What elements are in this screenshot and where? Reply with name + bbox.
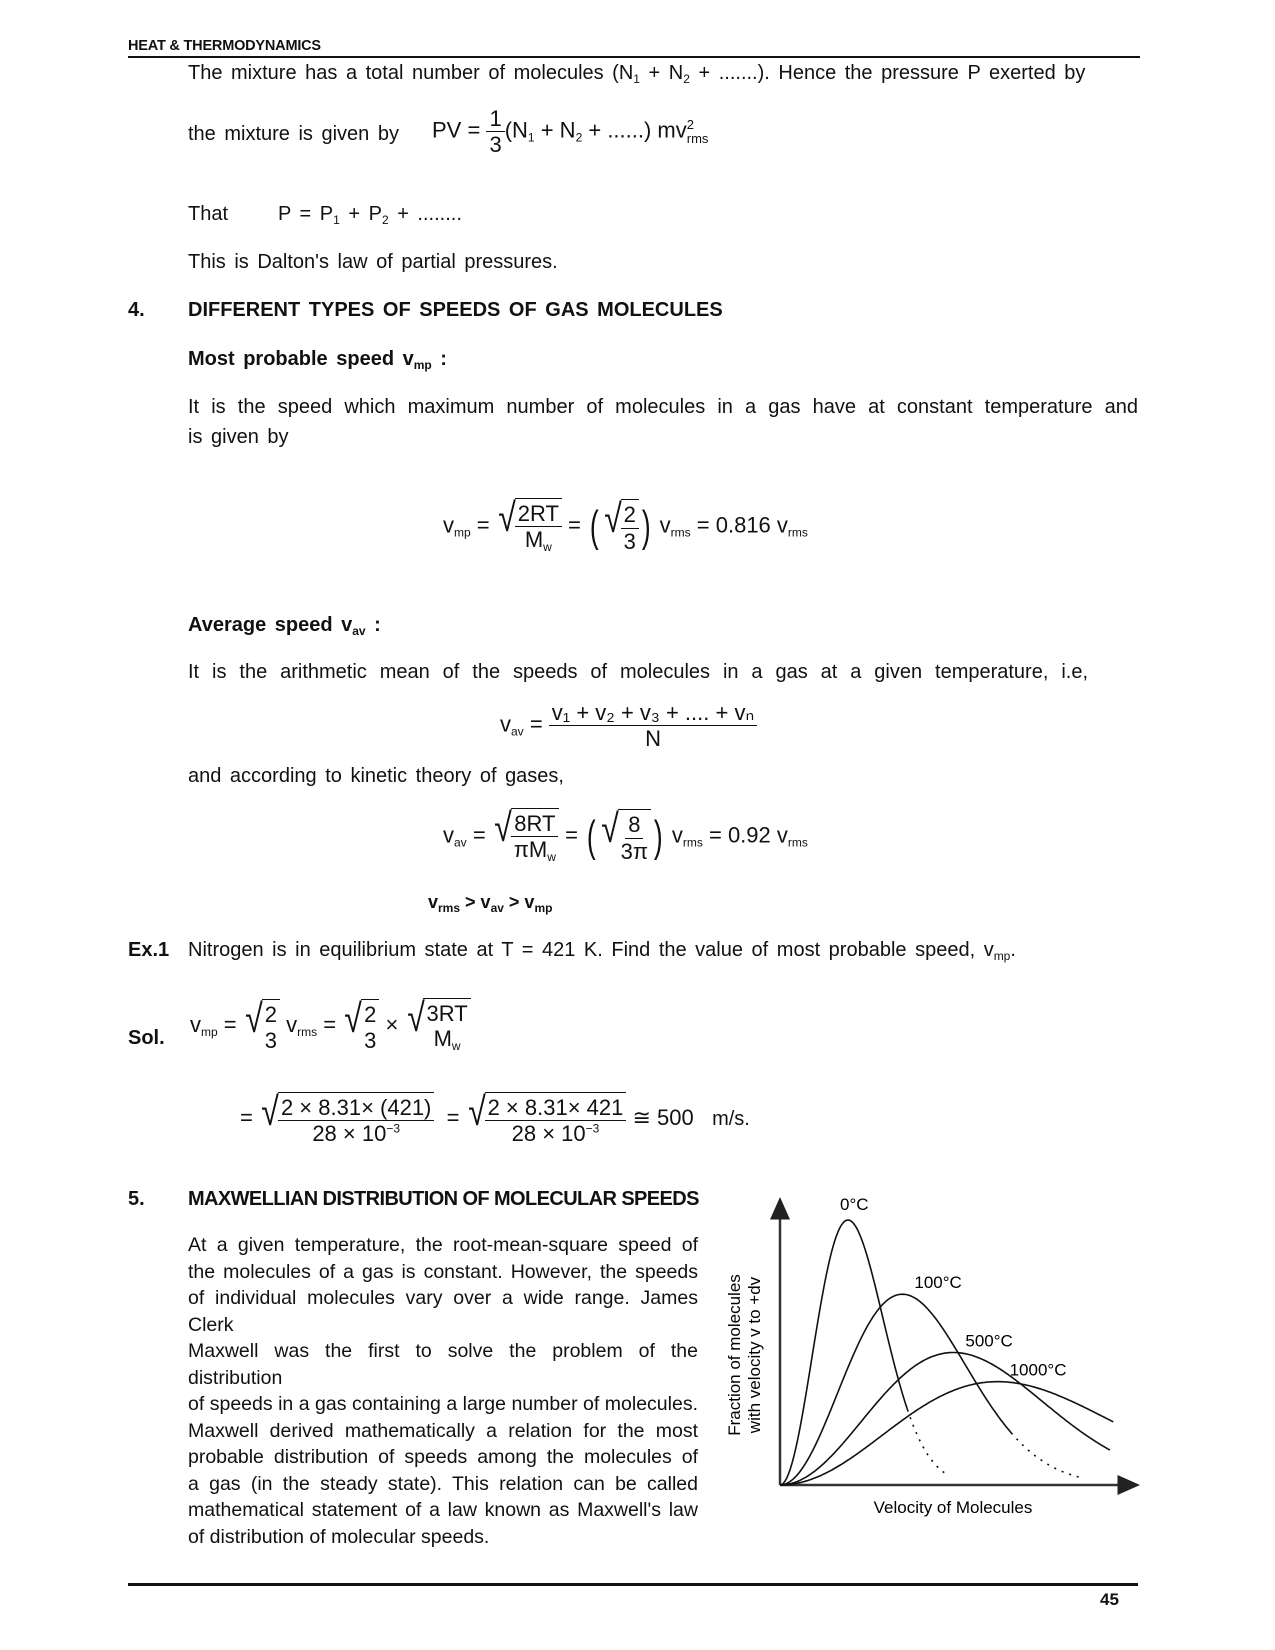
section-5-title: MAXWELLIAN DISTRIBUTION OF MOLECULAR SPEEDS	[188, 1188, 699, 1210]
eq-part: + N	[534, 117, 576, 143]
t: v	[443, 822, 454, 848]
sub: rms	[682, 835, 703, 850]
line: of individual molecules vary over a wide range. James Clerk	[188, 1287, 698, 1336]
curve-label: 100°C	[914, 1273, 962, 1293]
sub: rms	[787, 835, 808, 850]
section-4-title: DIFFERENT TYPES OF SPEEDS OF GAS MOLECULES	[188, 299, 723, 321]
t: :	[365, 614, 381, 636]
curve-tail-500c	[1108, 1449, 1115, 1453]
sub: 2	[683, 72, 690, 86]
t: v	[500, 711, 511, 737]
t: =	[529, 711, 543, 737]
line: of distribution of molecular speeds.	[188, 1525, 490, 1548]
t: Average speed v	[188, 614, 353, 636]
line: the molecules of a gas is constant. However, the speeds	[188, 1260, 698, 1283]
most-probable-heading	[188, 348, 447, 372]
den: 28 × 10	[511, 1121, 586, 1147]
equation-vav: $v_{av}$ = √ $\frac{8RT}{\pi M_w}$ = ( √ $\frac{8}{3\pi}$ ) $v_{rms} = 0.92$ $v_{rms}$	[443, 806, 808, 865]
solution-step-2: = √ $\frac{2 \times 8.31\times (421)}{28 \times 10^{-3}}$ = √ $\frac{2 \times 8.31\times 421}{28 \times 10^{-3}}$ ≅ 500 m/s.	[240, 1090, 750, 1147]
t: v	[190, 1011, 201, 1037]
den: 3	[489, 132, 502, 158]
num: 2RT	[515, 501, 562, 527]
num: 3RT	[426, 1001, 468, 1026]
t: + ........	[388, 203, 462, 225]
intro-line-2: the mixture is given by	[188, 123, 399, 145]
t: =	[446, 1105, 460, 1131]
curve-label: 500°C	[965, 1331, 1013, 1351]
unit: m/s.	[712, 1108, 750, 1131]
eq-part: + ......) mv	[582, 117, 687, 143]
sup: −3	[386, 1121, 401, 1136]
sub: mp	[201, 1024, 218, 1039]
num: 2 × 8.31× (421)	[278, 1095, 434, 1121]
den: 3π	[620, 838, 649, 864]
den: πM	[513, 837, 548, 863]
sub: av	[352, 624, 366, 638]
y-axis-label-1: Fraction of molecules	[725, 1274, 744, 1436]
average-speed-heading	[188, 614, 381, 638]
t: + P	[339, 203, 382, 225]
t: =	[323, 1011, 337, 1037]
num: v₁ + v₂ + v₃ + .... + vₙ	[549, 700, 757, 726]
sub: rms	[297, 1024, 318, 1039]
sub: 1	[527, 130, 535, 145]
t: =	[565, 822, 578, 848]
den: N	[645, 726, 661, 752]
footer-rule	[128, 1583, 1138, 1586]
curve-label: 1000°C	[1009, 1360, 1067, 1380]
speed-relation	[428, 892, 552, 915]
running-header: HEAT & THERMODYNAMICS	[128, 38, 321, 54]
that-label: That	[188, 203, 229, 225]
num: 8	[625, 812, 643, 838]
sqrt: √ $\frac{2RT}{M_w}$	[496, 498, 562, 555]
section-4-number: 4.	[128, 299, 145, 321]
curve-0c	[780, 1220, 908, 1485]
example-text	[188, 939, 1016, 963]
curve-tail-100c	[1011, 1433, 1079, 1477]
num: 2	[621, 502, 639, 528]
sqrt: √ $\frac{2}{3}$	[602, 499, 639, 554]
line: Maxwell derived mathematically a relation for the most	[188, 1419, 698, 1442]
num: 2 × 8.31× 421	[485, 1095, 627, 1121]
line: a gas (in the steady state). This relation can be called	[188, 1472, 698, 1495]
t: .	[1010, 939, 1016, 961]
eq-part: PV =	[432, 117, 481, 143]
den: 28 × 10	[312, 1121, 387, 1147]
sub: av	[511, 724, 524, 739]
num: 2	[264, 1002, 277, 1028]
x-axis-label: Velocity of Molecules	[873, 1498, 1033, 1517]
sub: rms	[787, 525, 808, 540]
t: ×	[385, 1011, 399, 1037]
t: =	[476, 512, 490, 538]
num: 2	[364, 1002, 377, 1028]
den: 3	[264, 1027, 277, 1053]
text: + .......). Hence the pressure P exerted by	[689, 62, 1086, 84]
eq-part: (N	[504, 117, 528, 143]
t: v	[286, 1011, 298, 1037]
section-5-number: 5.	[128, 1188, 145, 1210]
curve-tail-1000c	[1112, 1421, 1115, 1423]
den: M	[524, 527, 544, 553]
curve-100c	[780, 1294, 1011, 1485]
num: 1	[486, 106, 504, 132]
sub: w	[451, 1039, 461, 1054]
line: Maxwell was the first to solve the problem of the distribution	[188, 1340, 698, 1389]
sub: mp	[413, 358, 432, 372]
kinetic-theory-text: and according to kinetic theory of gases,	[188, 765, 564, 787]
example-label: Ex.1	[128, 939, 170, 961]
t: v	[671, 822, 683, 848]
text: + N	[639, 62, 684, 84]
mp-text-1: It is the speed which maximum number of molecules in a gas have at constant temperature and	[188, 396, 1138, 418]
den: 3	[623, 528, 636, 554]
t: > v	[503, 892, 535, 912]
equation-vmp: $v_{mp}$ = √ $\frac{2RT}{M_w}$ = ( √ $\frac{2}{3}$ ) $v_{rms} = 0.816$ $v_{rms}$	[443, 496, 808, 555]
sub: 1	[633, 72, 640, 86]
sub: rms	[438, 901, 461, 915]
sub: w	[547, 850, 556, 865]
fraction	[486, 106, 504, 158]
sub: rms	[670, 525, 691, 540]
header-rule	[128, 56, 1140, 58]
t: = 0.816 v	[696, 512, 788, 538]
den: 3	[364, 1027, 377, 1053]
sup: 2	[686, 116, 694, 132]
t: P = P	[278, 203, 334, 225]
curve-1000c	[780, 1382, 1112, 1485]
sub: mp	[534, 901, 553, 915]
t: v	[443, 512, 454, 538]
t: Nitrogen is in equilibrium state at T = 421 K. Find the value of most probable speed, v	[188, 939, 994, 961]
t: =	[568, 512, 581, 538]
line: probable distribution of speeds among the molecules of	[188, 1446, 698, 1468]
line: At a given temperature, the root-mean-square speed of	[188, 1234, 698, 1256]
maxwell-distribution-chart	[720, 1195, 1140, 1525]
t: = 0.92 v	[708, 822, 788, 848]
sub: av	[454, 835, 467, 850]
line: of speeds in a gas containing a large number of molecules.	[188, 1393, 698, 1415]
curve-label: 0°C	[840, 1195, 869, 1214]
t: > v	[460, 892, 491, 912]
dalton-statement: This is Dalton's law of partial pressures.	[188, 251, 558, 273]
t: ≅ 500	[632, 1105, 694, 1131]
t: v	[659, 512, 671, 538]
curve-tail-0c	[908, 1410, 945, 1474]
sub: 1	[333, 213, 340, 227]
mp-text-2: is given by	[188, 426, 289, 448]
sub: 2	[381, 213, 389, 227]
t: :	[431, 348, 447, 370]
solution-step-1: $v_{mp}$ = √ 2 3 $v_{rms}$ = √ 2 3 × √ 3RT $M_w$	[190, 998, 471, 1054]
equation-pv	[432, 106, 708, 158]
num: 8RT	[511, 811, 558, 837]
y-axis-label-2: with velocity v to +dv	[745, 1276, 764, 1434]
text: The mixture has a total number of molecules (N	[188, 62, 634, 84]
sub: rms	[686, 130, 709, 146]
t: =	[223, 1011, 237, 1037]
solution-label: Sol.	[128, 1027, 165, 1049]
page-number: 45	[1100, 1590, 1119, 1609]
sub: 2	[575, 130, 583, 145]
av-text: It is the arithmetic mean of the speeds of molecules in a gas at a given temperature, i.e,	[188, 661, 1088, 683]
den: M	[433, 1026, 452, 1052]
t: v	[428, 892, 439, 912]
sub: mp	[993, 949, 1011, 963]
maxwell-paragraph	[188, 1232, 698, 1550]
t: =	[240, 1105, 253, 1131]
intro-line-1	[188, 62, 1085, 86]
equation-vav-mean	[500, 700, 757, 752]
sub: mp	[454, 525, 471, 540]
line: mathematical statement of a law known as Maxwell's law	[188, 1499, 698, 1521]
sup: −3	[585, 1121, 600, 1136]
t: =	[472, 822, 486, 848]
partial-pressure-equation	[278, 203, 462, 227]
t: Most probable speed v	[188, 348, 414, 370]
sub: w	[543, 540, 552, 555]
sub: av	[490, 901, 504, 915]
